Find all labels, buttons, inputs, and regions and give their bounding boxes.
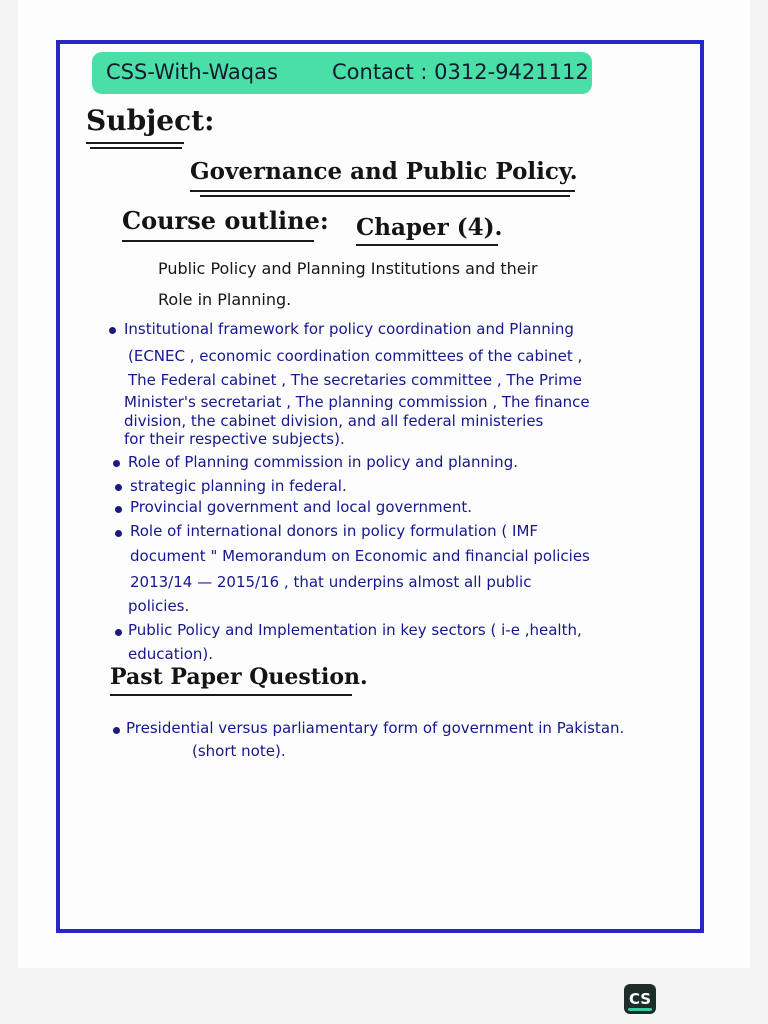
subject-underline xyxy=(86,142,184,144)
subject-underline-2 xyxy=(90,147,182,149)
point-6-line-1: Public Policy and Implementation in key sectors ( i-e ,health, xyxy=(128,621,582,639)
point-1-line-2: (ECNEC , economic coordination committees of the cabinet , xyxy=(128,347,583,365)
contact-number: Contact : 0312-9421112 xyxy=(332,60,589,84)
header-banner xyxy=(92,52,592,94)
point-1-line-5: division, the cabinet division, and all federal ministeries xyxy=(124,412,544,430)
past-paper-heading: Past Paper Question. xyxy=(110,664,368,690)
bullet-dot xyxy=(115,484,122,491)
bullet-dot xyxy=(113,727,120,734)
title-underline-2 xyxy=(200,195,570,197)
point-1-line-6: for their respective subjects). xyxy=(124,430,345,448)
intro-line-2: Role in Planning. xyxy=(158,290,292,309)
point-2: Role of Planning commission in policy and planning. xyxy=(128,453,518,471)
point-1-line-4: Minister's secretariat , The planning commission , The finance xyxy=(124,393,590,411)
bullet-dot xyxy=(109,327,116,334)
point-5-line-4: policies. xyxy=(128,597,190,615)
point-5-line-3: 2013/14 — 2015/16 , that underpins almost all public xyxy=(130,573,532,591)
past-question-line-2: (short note). xyxy=(192,742,286,760)
chapter-label: Chaper (4). xyxy=(356,214,503,241)
brand-name: CSS-With-Waqas xyxy=(106,60,278,84)
camscanner-logo: CS xyxy=(624,984,656,1014)
bullet-dot xyxy=(115,530,122,537)
bullet-dot xyxy=(113,460,120,467)
course-outline-label: Course outline: xyxy=(122,206,329,235)
point-1-line-1: Institutional framework for policy coordination and Planning xyxy=(124,320,574,338)
point-3: strategic planning in federal. xyxy=(130,477,347,495)
bullet-dot xyxy=(115,629,122,636)
point-1-line-3: The Federal cabinet , The secretaries committee , The Prime xyxy=(128,371,582,389)
subject-label: Subject: xyxy=(86,104,215,137)
subject-title: Governance and Public Policy. xyxy=(190,158,578,185)
course-underline xyxy=(122,240,314,242)
bullet-dot xyxy=(115,506,122,513)
past-question-line-1: Presidential versus parliamentary form of government in Pakistan. xyxy=(126,719,625,737)
intro-line-1: Public Policy and Planning Institutions and their xyxy=(158,259,538,278)
title-underline xyxy=(190,190,575,192)
point-6-line-2: education). xyxy=(128,645,214,663)
point-5-line-1: Role of international donors in policy formulation ( IMF xyxy=(130,522,539,540)
point-4: Provincial government and local government. xyxy=(130,498,473,516)
chapter-underline xyxy=(356,244,498,246)
past-paper-underline xyxy=(110,694,352,696)
point-5-line-2: document " Memorandum on Economic and financial policies xyxy=(130,547,590,565)
